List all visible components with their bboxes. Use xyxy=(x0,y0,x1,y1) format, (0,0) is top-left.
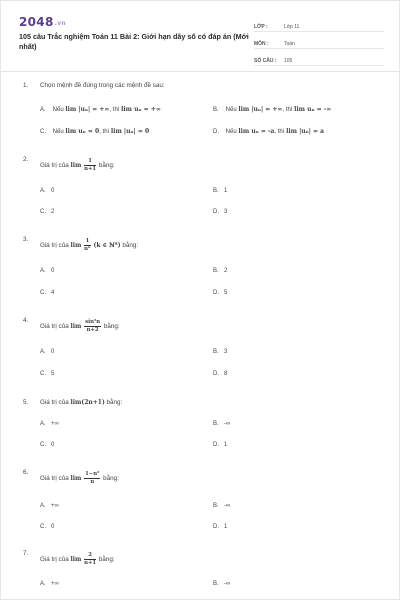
option-value: 1 xyxy=(224,188,228,194)
question-text xyxy=(40,319,120,334)
fraction-denominator: nᵏ xyxy=(84,246,91,252)
option-a[interactable] xyxy=(40,268,54,274)
fraction xyxy=(84,471,100,486)
option-a[interactable] xyxy=(40,106,161,113)
option-value: 5 xyxy=(224,290,228,296)
question-text xyxy=(40,238,138,253)
fraction-numerator: 2 xyxy=(84,552,96,560)
fraction xyxy=(84,552,96,567)
option-label: A. xyxy=(40,349,46,355)
option-label: D. xyxy=(213,290,219,296)
option-c[interactable] xyxy=(40,442,54,448)
question-number: 1. xyxy=(23,82,29,89)
option-label: B. xyxy=(213,188,219,194)
question-text-pre: Giá trị của xyxy=(40,242,69,250)
lim-operator: lim xyxy=(70,323,82,330)
option-math: lim |uₙ| = a xyxy=(286,128,325,135)
logo-text: 2048 xyxy=(19,15,54,29)
lim-operator: lim(2n+1) xyxy=(70,399,105,406)
option-label: B. xyxy=(213,503,219,509)
fraction-numerator: 1−n² xyxy=(85,471,100,477)
meta-row-count xyxy=(254,51,384,66)
option-label: C. xyxy=(40,129,46,135)
condition: (k ∈ ℕ*) xyxy=(93,242,121,250)
question-text-post: bằng: xyxy=(103,323,120,331)
option-text: Nếu xyxy=(225,107,237,113)
lim-operator: lim xyxy=(70,475,82,482)
question-text-post: bằng: xyxy=(98,162,115,170)
option-label: A. xyxy=(40,268,46,274)
option-a[interactable] xyxy=(40,421,59,427)
meta-key: SỐ CÂU : xyxy=(254,58,277,64)
meta-key: MÔN : xyxy=(254,41,269,47)
option-value: +∞ xyxy=(51,503,59,509)
option-math: lim |uₙ| = +∞ xyxy=(65,106,110,113)
meta-row-subject xyxy=(254,34,384,49)
question-text-post: bằng: xyxy=(98,556,115,564)
question-text-pre: Giá trị của xyxy=(40,399,69,407)
document-title: 105 câu Trắc nghiệm Toán 11 Bài 2: Giới hạn dãy số có đáp án (Mới nhất) xyxy=(19,32,249,51)
option-b[interactable] xyxy=(213,581,230,587)
option-value: 4 xyxy=(51,290,55,296)
fraction xyxy=(84,238,91,253)
option-a[interactable] xyxy=(40,188,54,194)
option-label: B. xyxy=(213,268,219,274)
option-value: 2 xyxy=(51,209,55,215)
fraction-denominator: n+1 xyxy=(84,166,97,172)
option-text: Nếu xyxy=(52,129,64,135)
option-label: B. xyxy=(213,581,219,587)
fraction-denominator: n+1 xyxy=(84,560,97,566)
question-number: 5. xyxy=(23,399,29,406)
option-label: D. xyxy=(213,371,219,377)
option-text: Nếu xyxy=(225,129,237,135)
option-value: 1 xyxy=(224,524,228,530)
fraction-numerator: sin²n xyxy=(85,319,101,325)
option-label: B. xyxy=(213,349,219,355)
option-text: , thì xyxy=(99,129,110,135)
question-text-post: bằng: xyxy=(103,475,119,483)
option-label: C. xyxy=(40,371,46,377)
option-c[interactable] xyxy=(40,128,149,135)
option-label: C. xyxy=(40,209,46,215)
option-math: lim uₙ = -∞ xyxy=(294,106,332,113)
option-value: -∞ xyxy=(224,421,231,427)
fraction xyxy=(84,158,96,173)
option-d[interactable] xyxy=(213,209,227,215)
option-b[interactable] xyxy=(213,188,227,194)
option-math: lim |uₙ| = +∞ xyxy=(238,106,283,113)
option-label: B. xyxy=(213,421,219,427)
option-label: C. xyxy=(40,524,46,530)
question-number: 6. xyxy=(23,469,29,476)
option-math: lim uₙ = 0 xyxy=(65,128,100,135)
option-a[interactable] xyxy=(40,503,59,509)
question-text: Chọn mệnh đề đúng trong các mệnh đề sau: xyxy=(40,82,165,89)
option-d[interactable] xyxy=(213,128,324,135)
meta-row-class xyxy=(254,17,384,32)
option-value: 0 xyxy=(51,349,55,355)
option-value: 1 xyxy=(224,442,228,448)
option-value: -∞ xyxy=(224,503,231,509)
option-label: B. xyxy=(213,107,219,113)
question-text-pre: Giá trị của xyxy=(40,162,69,170)
option-value: 0 xyxy=(51,188,55,194)
site-logo[interactable] xyxy=(19,15,66,29)
option-b[interactable] xyxy=(213,503,230,509)
fraction-numerator: 1 xyxy=(84,158,96,166)
option-math: lim uₙ = +∞ xyxy=(121,106,161,113)
option-d[interactable] xyxy=(213,442,227,448)
option-value: 0 xyxy=(51,268,55,274)
question-text-pre: Giá trị của xyxy=(40,556,69,564)
option-a[interactable] xyxy=(40,349,54,355)
option-label: A. xyxy=(40,188,46,194)
option-b[interactable] xyxy=(213,268,227,274)
question-text-post: bằng: xyxy=(122,242,139,250)
option-label: D. xyxy=(213,524,219,530)
meta-key: LỚP : xyxy=(254,24,268,30)
lim-operator: lim xyxy=(70,162,82,169)
question-text xyxy=(40,552,115,567)
option-text: , thì xyxy=(109,107,120,113)
option-value: 3 xyxy=(224,349,228,355)
option-value: 8 xyxy=(224,371,228,377)
question-number: 7. xyxy=(23,550,29,557)
question-text-pre: Giá trị của xyxy=(40,323,69,331)
option-math: lim |uₙ| = 0 xyxy=(110,128,150,135)
option-label: A. xyxy=(40,581,46,587)
option-label: A. xyxy=(40,107,46,113)
option-c[interactable] xyxy=(40,371,54,377)
option-b[interactable] xyxy=(213,421,230,427)
option-value: +∞ xyxy=(51,581,59,587)
option-d[interactable] xyxy=(213,371,227,377)
question-number: 3. xyxy=(23,236,29,243)
fraction-numerator: 1 xyxy=(85,238,90,244)
option-label: D. xyxy=(213,442,219,448)
option-b[interactable] xyxy=(213,106,331,113)
option-value: 5 xyxy=(51,371,55,377)
logo-suffix: .vn xyxy=(54,20,66,27)
option-label: A. xyxy=(40,503,46,509)
question-text-pre: Giá trị của xyxy=(40,475,69,483)
question-number: 4. xyxy=(23,317,29,324)
option-c[interactable] xyxy=(40,209,54,215)
option-c[interactable] xyxy=(40,290,54,296)
meta-value: Lớp 11 xyxy=(284,24,300,30)
option-value: 0 xyxy=(51,524,55,530)
question-text xyxy=(40,158,115,173)
fraction-denominator: n xyxy=(90,479,95,485)
fraction xyxy=(84,319,101,334)
lim-operator: lim xyxy=(70,242,82,249)
document-meta xyxy=(254,17,384,68)
option-value: -∞ xyxy=(224,581,231,587)
option-value: 2 xyxy=(224,268,228,274)
option-label: C. xyxy=(40,290,46,296)
option-value: 3 xyxy=(224,209,228,215)
option-value: +∞ xyxy=(51,421,59,427)
option-text: , thì xyxy=(274,129,285,135)
meta-value: 105 xyxy=(284,58,293,64)
option-math: lim uₙ = -a xyxy=(238,128,275,135)
question-text xyxy=(40,399,122,406)
option-c[interactable] xyxy=(40,524,54,530)
question-number: 2. xyxy=(23,156,29,163)
option-label: D. xyxy=(213,209,219,215)
option-text: Nếu xyxy=(52,107,64,113)
option-d[interactable] xyxy=(213,524,227,530)
option-a[interactable] xyxy=(40,581,59,587)
option-value: 0 xyxy=(51,442,55,448)
question-text xyxy=(40,471,119,486)
meta-value: Toán xyxy=(284,41,295,47)
question-text-post: bằng: xyxy=(106,399,123,407)
option-label: C. xyxy=(40,442,46,448)
lim-operator: lim xyxy=(70,556,82,563)
option-text: , thì xyxy=(282,107,293,113)
option-d[interactable] xyxy=(213,290,227,296)
fraction-denominator: n+2 xyxy=(86,327,99,333)
document-header xyxy=(1,1,400,71)
option-b[interactable] xyxy=(213,349,227,355)
option-label: D. xyxy=(213,129,219,135)
option-label: A. xyxy=(40,421,46,427)
header-divider xyxy=(1,71,400,72)
